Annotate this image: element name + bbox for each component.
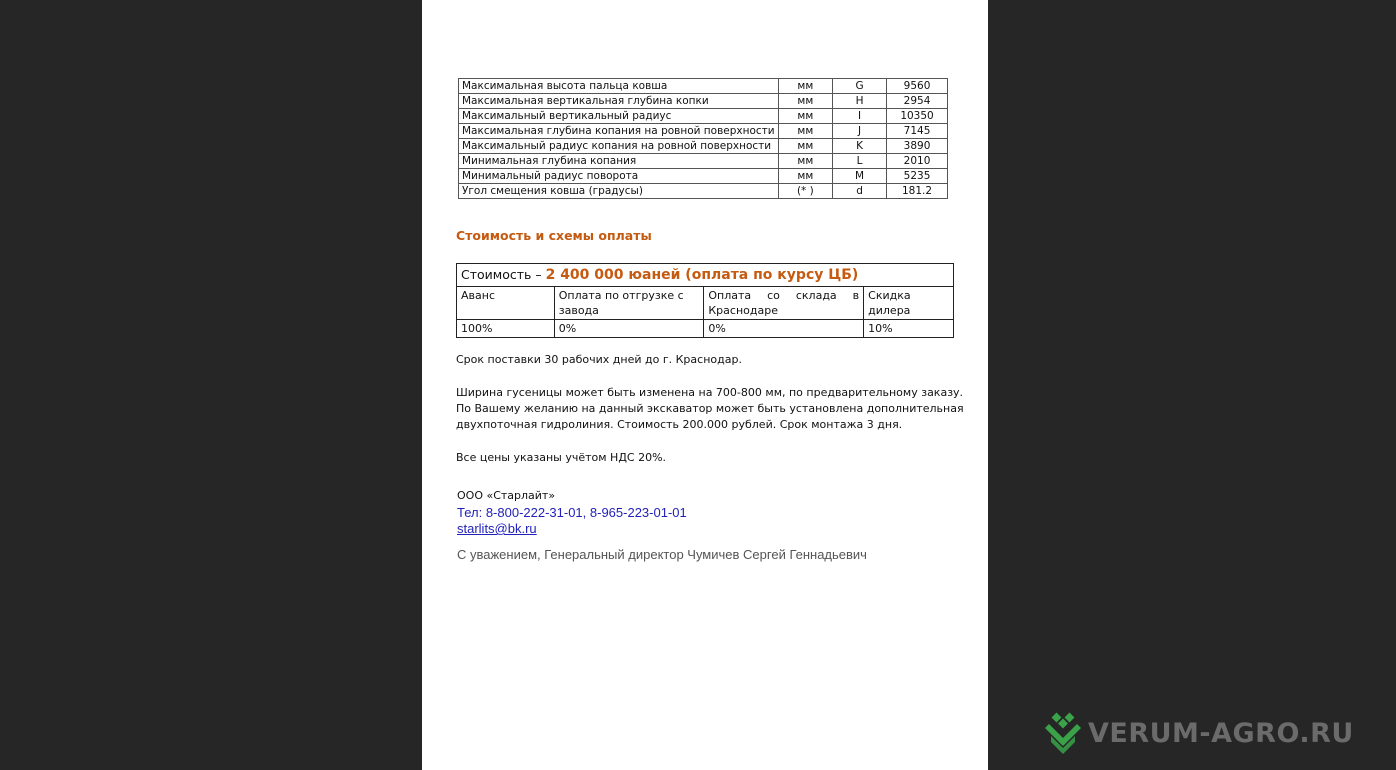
spec-code: H (833, 94, 887, 109)
phone-link[interactable]: Тел: 8-800-222-31-01, 8-965-223-01-01 (457, 505, 687, 520)
email-link[interactable]: starlits@bk.ru (457, 521, 537, 536)
spec-value: 3890 (887, 139, 948, 154)
spec-unit: мм (778, 169, 832, 184)
spec-name: Максимальный вертикальный радиус (459, 109, 779, 124)
spec-value: 2010 (887, 154, 948, 169)
spec-unit: мм (778, 154, 832, 169)
header-warehouse: Оплата со склада в Краснодаре (704, 287, 864, 320)
spec-name: Минимальный радиус поворота (459, 169, 779, 184)
spec-value: 5235 (887, 169, 948, 184)
spec-name: Максимальная высота пальца ковша (459, 79, 779, 94)
spec-code: d (833, 184, 887, 199)
track-note: Ширина гусеницы может быть изменена на 700-800 мм, по предварительному заказу. По Вашему желанию на данный экскаватор может быть установлена дополнительная двухпоточная гидролиния. Стоимость 200.000 рублей. Срок монтажа 3 дня. (456, 386, 964, 431)
spec-table (458, 78, 948, 199)
price-table (456, 263, 954, 338)
spec-unit: мм (778, 124, 832, 139)
spec-unit: мм (778, 139, 832, 154)
header-advance: Аванс (457, 287, 555, 320)
spec-unit: мм (778, 79, 832, 94)
document-page (422, 0, 988, 770)
spec-unit: (* ) (778, 184, 832, 199)
vat-note: Все цены указаны учётом НДС 20%. (456, 451, 667, 464)
spec-row (459, 94, 948, 109)
watermark (1042, 712, 1354, 754)
spec-name: Угол смещения ковша (градусы) (459, 184, 779, 199)
spec-code: I (833, 109, 887, 124)
spec-value: 9560 (887, 79, 948, 94)
value-factory: 0% (554, 320, 704, 338)
spec-value: 7145 (887, 124, 948, 139)
leaf-logo-icon (1042, 712, 1084, 754)
spec-row (459, 154, 948, 169)
spec-value: 181.2 (887, 184, 948, 199)
spec-code: L (833, 154, 887, 169)
spec-code: J (833, 124, 887, 139)
spec-unit: мм (778, 94, 832, 109)
spec-value: 2954 (887, 94, 948, 109)
spec-row (459, 169, 948, 184)
spec-code: M (833, 169, 887, 184)
value-warehouse: 0% (704, 320, 864, 338)
signature: С уважением, Генеральный директор Чумичев Сергей Геннадьевич (457, 547, 867, 562)
price-title: Стоимость – 2 400 000 юаней (оплата по курсу ЦБ) (457, 264, 954, 287)
value-dealer-discount: 10% (864, 320, 954, 338)
spec-name: Максимальная вертикальная глубина копки (459, 94, 779, 109)
spec-name: Максимальный радиус копания на ровной поверхности (459, 139, 779, 154)
header-dealer-discount: Скидка дилера (864, 287, 954, 320)
spec-row (459, 184, 948, 199)
price-value: 2 400 000 юаней (оплата по курсу ЦБ) (545, 267, 859, 283)
watermark-text: VERUM-AGRO.RU (1088, 717, 1354, 749)
payment-heading: Стоимость и схемы оплаты (456, 228, 652, 243)
spec-name: Максимальная глубина копания на ровной поверхности (459, 124, 779, 139)
header-factory: Оплата по отгрузке с завода (554, 287, 704, 320)
value-advance: 100% (457, 320, 555, 338)
spec-name: Минимальная глубина копания (459, 154, 779, 169)
spec-code: G (833, 79, 887, 94)
spec-row (459, 124, 948, 139)
spec-value: 10350 (887, 109, 948, 124)
delivery-note: Срок поставки 30 рабочих дней до г. Краснодар. (456, 353, 742, 366)
spec-code: K (833, 139, 887, 154)
spec-unit: мм (778, 109, 832, 124)
spec-row (459, 79, 948, 94)
company-name: ООО «Старлайт» (457, 489, 556, 502)
spec-row (459, 139, 948, 154)
spec-row (459, 109, 948, 124)
